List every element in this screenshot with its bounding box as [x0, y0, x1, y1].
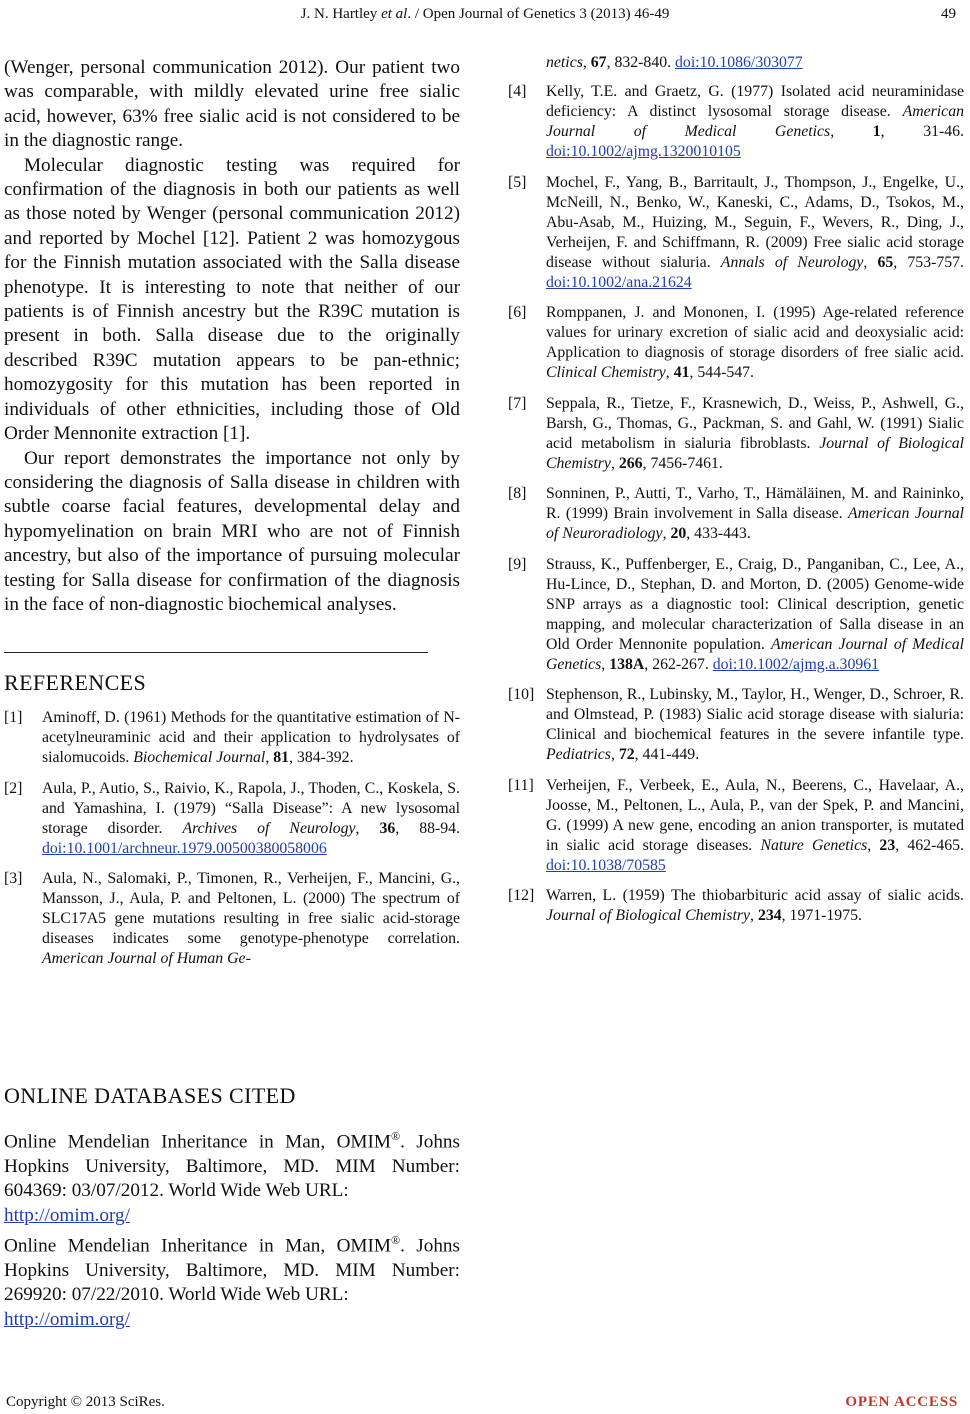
doi-link[interactable]: doi:10.1002/ana.21624	[546, 273, 692, 291]
ref-number: [12]	[508, 887, 535, 904]
databases-heading: ONLINE DATABASES CITED	[4, 1083, 296, 1108]
ref-pages: , 544-547.	[689, 364, 754, 381]
ref-pages: , 88-94.	[395, 819, 461, 837]
doi-link[interactable]: doi:10.1086/303077	[675, 54, 803, 71]
ref-sep: ,	[863, 253, 878, 271]
ref-text: Stephenson, R., Lubinsky, M., Taylor, H., Wenger, D., Schroer, R. and Olmstead, P. (1983) Sialic acid storage disease with sialuria: Clinical and biochemical features in the severe infantile type.	[546, 686, 964, 743]
ref-text: Aula, P., Autio, S., Raivio, K., Rapola, J., Thoden, C., Koskela, S. and Yamashina, I. (1979) “Salla Disease”: A new lysosomal storage disorder.	[42, 779, 460, 837]
ref-text: Mochel, F., Yang, B., Barritault, J., Thompson, J., Engelke, U., McNeill, N., Benko, W., Kaneski, C., Adams, D., Tsokos, M., Abu-Asab, M., Huizing, M., Seguin, F., Wevers, R., Ding, J., Verheijen, F. and Schiffmann, R. (2009) Free sialic acid storage disease without sialuria.	[546, 173, 964, 271]
database-text: . Johns Hopkins University, Baltimore, MD. MIM Number: 269920: 07/22/2010. World Wide Web URL:	[4, 1235, 460, 1306]
ref-sep: ,	[355, 819, 380, 837]
ref-volume: 234	[757, 907, 782, 924]
ref-text: Romppanen, J. and Mononen, I. (1995) Age-related reference values for urinary excretion of sialic acid and deoxysialic acid: Application to diagnosis of storage disorders of free sialic acid.	[546, 304, 964, 361]
ref-volume: 138A	[609, 655, 645, 673]
ref-journal: American Journal of Medical Genetics	[546, 103, 964, 140]
ref-sep: ,	[665, 364, 674, 381]
ref-number: [5]	[508, 173, 527, 191]
ref-text: Verheijen, F., Verbeek, E., Aula, N., Beerens, C., Havelaar, A., Joosse, M., Peltonen, L., Aula, P., van der Spek, P. and Mancini, G. (1999) A new gene, encoding an anion transporter, is mutated in sialic acid storage diseases.	[546, 776, 964, 854]
ref-pages: , 262-267.	[644, 655, 713, 673]
references-list-right	[508, 82, 964, 937]
ref-sep: ,	[601, 655, 610, 673]
ref-volume: 65	[877, 253, 894, 271]
paragraph-1: (Wenger, personal communication 2012). Our patient two was comparable, with mildly elevated urine free sialic acid, however, 63% free sialic acid is not considered to be in the diagnostic range.	[4, 57, 460, 152]
reference-item	[4, 779, 460, 859]
ref-text: Strauss, K., Puffenberger, E., Craig, D., Panganiban, C., Lee, A., Hu-Lince, D., Stephan, D. and Morton, D. (2005) Genome-wide SNP arrays as a diagnostic tool: Clinical description, genetic mapping, and molecular characterization of Salla disease in an Old Order Mennonite population.	[546, 555, 964, 653]
running-header	[0, 6, 970, 28]
ref-volume: 41	[673, 364, 690, 381]
database-entry	[4, 1124, 460, 1228]
reference-item	[4, 869, 460, 969]
ref-volume: 81	[273, 749, 290, 766]
reference-item	[508, 555, 964, 675]
ref-pages: , 753-757.	[893, 253, 965, 271]
ref-sep: ,	[610, 746, 619, 763]
ref-number: [4]	[508, 83, 527, 100]
databases-list	[4, 1124, 460, 1332]
reference-item	[508, 776, 964, 876]
ref-sep: ,	[830, 123, 873, 140]
database-text: Online Mendelian Inheritance in Man, OMIM	[4, 1131, 391, 1153]
ref-journal: Clinical Chemistry	[546, 364, 666, 381]
registered-mark: ®	[390, 1129, 401, 1143]
ref-number: [10]	[508, 686, 535, 703]
header-journal: . / Open Journal of Genetics 3 (2013) 46-49	[407, 6, 670, 22]
ref-journal: Annals of Neurology	[720, 253, 864, 271]
ref-volume: 266	[618, 454, 643, 472]
ref-number: [1]	[4, 709, 23, 726]
ref-text: Warren, L. (1959) The thiobarbituric acid assay of sialic acids.	[546, 887, 964, 904]
ref-volume: 72	[618, 746, 635, 763]
ref-number: [6]	[508, 304, 527, 321]
ref-pages: , 462-465.	[895, 836, 965, 854]
reference-item	[508, 685, 964, 765]
doi-link[interactable]: doi:10.1001/archneur.1979.00500380058006	[42, 839, 327, 857]
ref-journal: American Journal of Medical Genetics	[546, 635, 964, 673]
section-divider	[4, 652, 428, 653]
reference-item	[508, 173, 964, 293]
reference-item	[508, 886, 964, 926]
ref-text: Aminoff, D. (1961) Methods for the quantitative estimation of N-acetylneuraminic acid and their application to hydrolysates of sialomucoids.	[42, 709, 460, 766]
header-authors: J. N. Hartley	[300, 6, 378, 22]
header-etal: et al	[381, 6, 408, 22]
omim-link[interactable]: http://omim.org/	[4, 1204, 130, 1226]
copyright-notice: Copyright © 2013 SciRes.	[6, 1394, 165, 1410]
ref-journal: netics	[546, 54, 583, 71]
ref-journal: Nature Genetics	[760, 836, 868, 854]
ref-pages: , 7456-7461.	[642, 454, 723, 472]
doi-link[interactable]: doi:10.1002/ajmg.a.30961	[712, 655, 880, 673]
ref-pages: , 1971-1975.	[781, 907, 862, 924]
reference-item	[508, 394, 964, 474]
ref-number: [8]	[508, 485, 527, 502]
ref-pages: , 384-392.	[289, 749, 354, 766]
ref-sep: ,	[750, 907, 758, 924]
paragraph-3: Our report demonstrates the importance not only by considering the diagnosis of Salla disease in children with subtle coarse facial features, developmental delay and hypomyelination on brain MRI who are not of Finnish ancestry, but also of the importance of pursuing molecular testing for Salla disease for confirmation of the diagnosis in the face of non-diagnostic biochemical analyses.	[4, 447, 460, 615]
ref-sep: ,	[867, 836, 880, 854]
left-column-body	[4, 56, 460, 617]
doi-link[interactable]: doi:10.1002/ajmg.1320010105	[546, 143, 741, 160]
registered-mark: ®	[390, 1233, 401, 1248]
ref-journal: Journal of Biological Chemistry	[546, 907, 751, 924]
ref-text: Aula, N., Salomaki, P., Timonen, R., Verheijen, F., Mancini, G., Mansson, J., Aula, P. and Peltonen, L. (2000) The spectrum of SLC17A5 gene mutations resulting in free sialic acid-storage diseases indicates some genotype-phenotype correlation.	[42, 870, 460, 947]
paragraph-2: Molecular diagnostic testing was required for confirmation of the diagnosis in both our patients as well as those noted by Wenger (personal communication 2012) and reported by Mochel [12]. Patient 2 was homozygous for the Finnish mutation associated with the Salla disease phenotype. It is interesting to note that neither of our patients is of Finnish ancestry but the R39C mutation is present in both. Salla disease due to the originally described R39C mutation appears to be pan-ethnic; homozygosity for this mutation has been reported in individuals of other ethnicities, including those of Old Order Mennonite extraction [1].	[4, 154, 460, 445]
reference-3-continuation	[508, 53, 970, 73]
ref-journal: Biochemical Journal	[133, 749, 266, 766]
ref-pages: , 31-46.	[880, 123, 964, 140]
reference-item	[508, 303, 964, 383]
database-text: Online Mendelian Inheritance in Man, OMIM	[4, 1235, 391, 1257]
ref-volume: 20	[670, 525, 687, 542]
ref-number: [7]	[508, 394, 527, 412]
ref-number: [2]	[4, 779, 23, 797]
ref-pages: , 441-449.	[634, 746, 700, 763]
references-list-left	[4, 708, 460, 980]
ref-number: [9]	[508, 555, 527, 573]
ref-journal: Pediatrics	[546, 746, 611, 763]
omim-link[interactable]: http://omim.org/	[4, 1308, 130, 1330]
ref-pages: , 832-840.	[606, 54, 676, 71]
ref-volume: 1	[872, 123, 881, 140]
ref-text: Sonninen, P., Autti, T., Varho, T., Hämäläinen, M. and Raininko, R. (1999) Brain involvement in Salla disease.	[546, 485, 964, 522]
ref-sep: ,	[265, 749, 274, 766]
reference-item	[4, 708, 460, 768]
ref-number: [3]	[4, 870, 23, 887]
ref-volume: 67	[590, 54, 607, 71]
ref-volume: 23	[879, 836, 896, 854]
doi-link[interactable]: doi:10.1038/70585	[546, 856, 666, 874]
ref-text: Seppala, R., Tietze, F., Krasnewich, D., Weiss, P., Ashwell, G., Barsh, G., Thomas, G., Packman, S. and Gahl, W. (1991) Sialic acid metabolism in sialuria fibroblasts.	[546, 394, 964, 452]
header-citation	[0, 6, 970, 23]
ref-sep: ,	[582, 54, 591, 71]
ref-journal: Archives of Neurology	[182, 819, 356, 837]
page-number: 49	[941, 6, 956, 22]
reference-item	[508, 82, 964, 162]
references-heading: REFERENCES	[4, 670, 147, 695]
ref-pages: , 433-443.	[686, 525, 751, 542]
ref-sep: ,	[610, 454, 619, 472]
ref-volume: 36	[379, 819, 396, 837]
ref-sep: ,	[662, 525, 671, 542]
ref-number: [11]	[508, 776, 534, 794]
ref-text: Kelly, T.E. and Graetz, G. (1977) Isolated acid neuraminidase deficiency: A distinct lysosomal storage disease.	[546, 83, 964, 120]
database-entry	[4, 1228, 460, 1332]
database-text: . Johns Hopkins University, Baltimore, MD. MIM Number: 604369: 03/07/2012. World Wide Web URL:	[4, 1131, 460, 1202]
open-access-label: OPEN ACCESS	[845, 1394, 958, 1410]
ref-journal: American Journal of Human Ge-	[42, 950, 251, 967]
reference-item	[508, 484, 964, 544]
ref-journal: American Journal of Neuroradiology	[546, 505, 965, 542]
ref-journal: Journal of Biological Chemistry	[546, 434, 965, 472]
